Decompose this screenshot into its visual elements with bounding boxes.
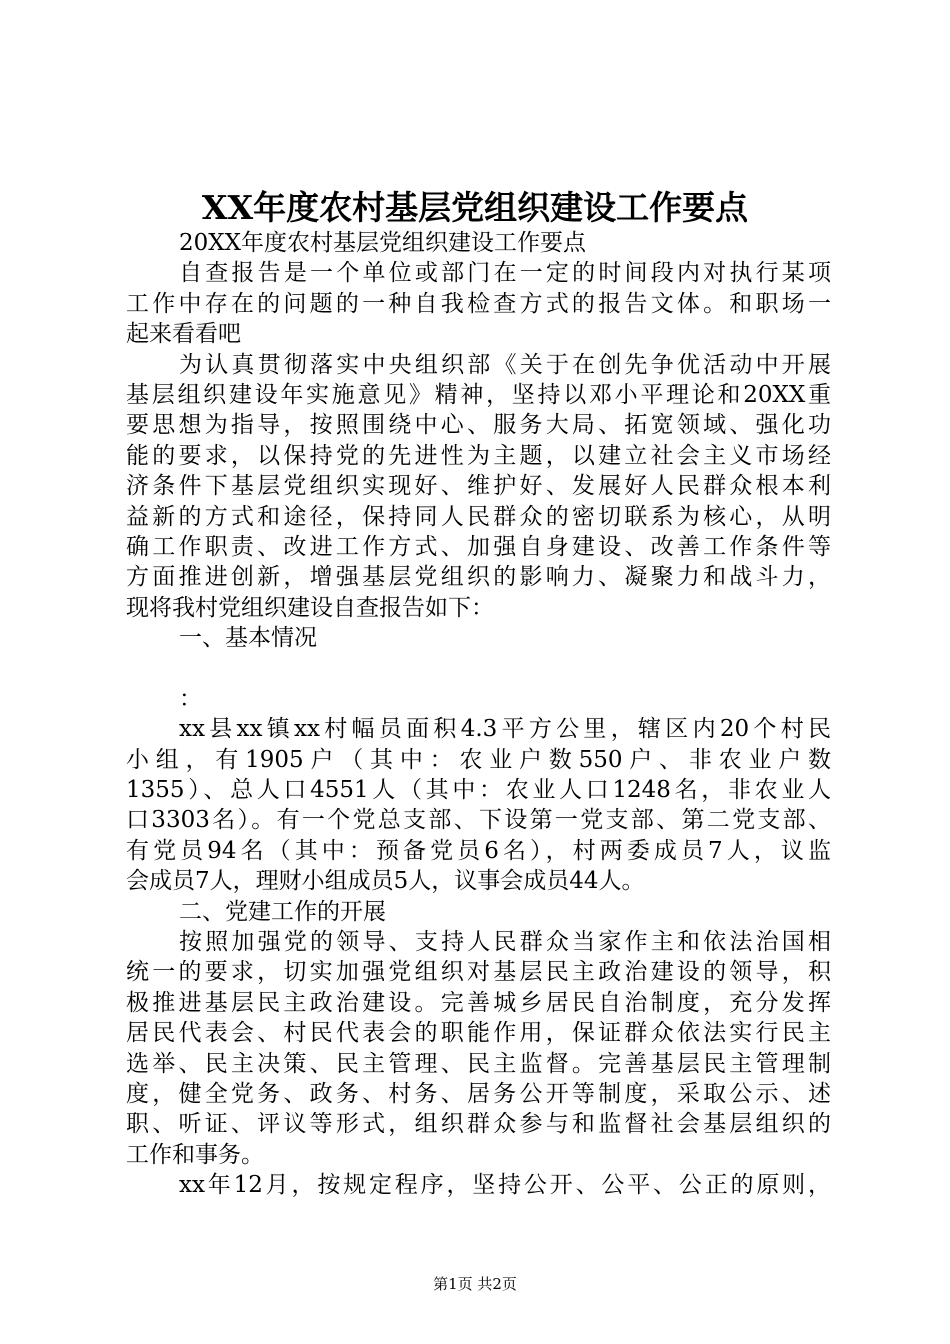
body-text-line: 有党员94名（其中：预备党员6名），村两委成员7人，议监	[126, 837, 831, 864]
body-text-line: 会成员7人，理财小组成员5人，议事会成员44人。	[126, 868, 645, 895]
body-text-line: 能的要求，以保持党的先进性为主题，以建立社会主义市场经	[126, 442, 831, 469]
body-text-line: 要思想为指导，按照围绕中心、服务大局、拓宽领域、强化功	[126, 412, 831, 439]
page-footer: 第1页 共2页	[433, 1275, 517, 1293]
body-text-line: 济条件下基层党组织实现好、维护好、发展好人民群众根本利	[126, 473, 831, 500]
body-text-line: 工作中存在的问题的一种自我检查方式的报告文体。和职场一	[126, 290, 831, 317]
body-text-line: 起来看看吧	[126, 321, 241, 348]
body-text-line: 20XX年度农村基层党组织建设工作要点	[179, 230, 587, 256]
body-text-line: 统一的要求，切实加强党组织对基层民主政治建设的领导，积	[126, 959, 831, 986]
body-text-line: 自查报告是一个单位或部门在一定的时间段内对执行某项	[179, 260, 831, 287]
document-body	[126, 228, 831, 1201]
body-text-line: 二、党建工作的开展	[179, 898, 386, 925]
body-text-line: xx年12月，按规定程序，坚持公开、公平、公正的原则，	[179, 1172, 831, 1199]
body-text-line: 基层组织建设年实施意见》精神，坚持以邓小平理论和20XX重	[126, 381, 831, 408]
body-text-line: 方面推进创新，增强基层党组织的影响力、凝聚力和战斗力，	[126, 564, 831, 591]
body-text-line: ：	[179, 685, 202, 712]
body-text-line: 益新的方式和途径，保持同人民群众的密切联系为核心，从明	[126, 503, 831, 530]
body-text-line: 居民代表会、村民代表会的职能作用，保证群众依法实行民主	[126, 1020, 831, 1047]
body-text-line: 一、基本情况	[179, 625, 317, 652]
body-text-line: 现将我村党组织建设自查报告如下：	[126, 594, 494, 621]
blank-line	[126, 653, 831, 683]
body-text-line: 口3303名）。有一个党总支部、下设第一党支部、第二党支部、	[126, 807, 831, 834]
body-text-line: 确工作职责、改进工作方式、加强自身建设、改善工作条件等	[126, 533, 831, 560]
body-text-line: 为认真贯彻落实中央组织部《关于在创先争优活动中开展	[179, 351, 831, 378]
body-text-line: xx县xx镇xx村幅员面积4.3平方公里，辖区内20个村民	[179, 716, 831, 743]
body-text-line: 度，健全党务、政务、村务、居务公开等制度，采取公示、述	[126, 1080, 831, 1107]
body-text-line: 1355）、总人口4551人（其中：农业人口1248名，非农业人	[126, 777, 831, 804]
body-text-line: 极推进基层民主政治建设。完善城乡居民自治制度，充分发挥	[126, 989, 831, 1016]
body-text-line: 按照加强党的领导、支持人民群众当家作主和依法治国相	[179, 928, 831, 955]
body-text-line: 小组，有1905户（其中：农业户数550户、非农业户数	[126, 746, 831, 773]
body-text-line: 职、听证、评议等形式，组织群众参与和监督社会基层组织的	[126, 1111, 831, 1138]
body-text-line: 选举、民主决策、民主管理、民主监督。完善基层民主管理制	[126, 1050, 831, 1077]
body-text-line: 工作和事务。	[126, 1141, 264, 1168]
document-title: XX年度农村基层党组织建设工作要点	[201, 188, 749, 227]
